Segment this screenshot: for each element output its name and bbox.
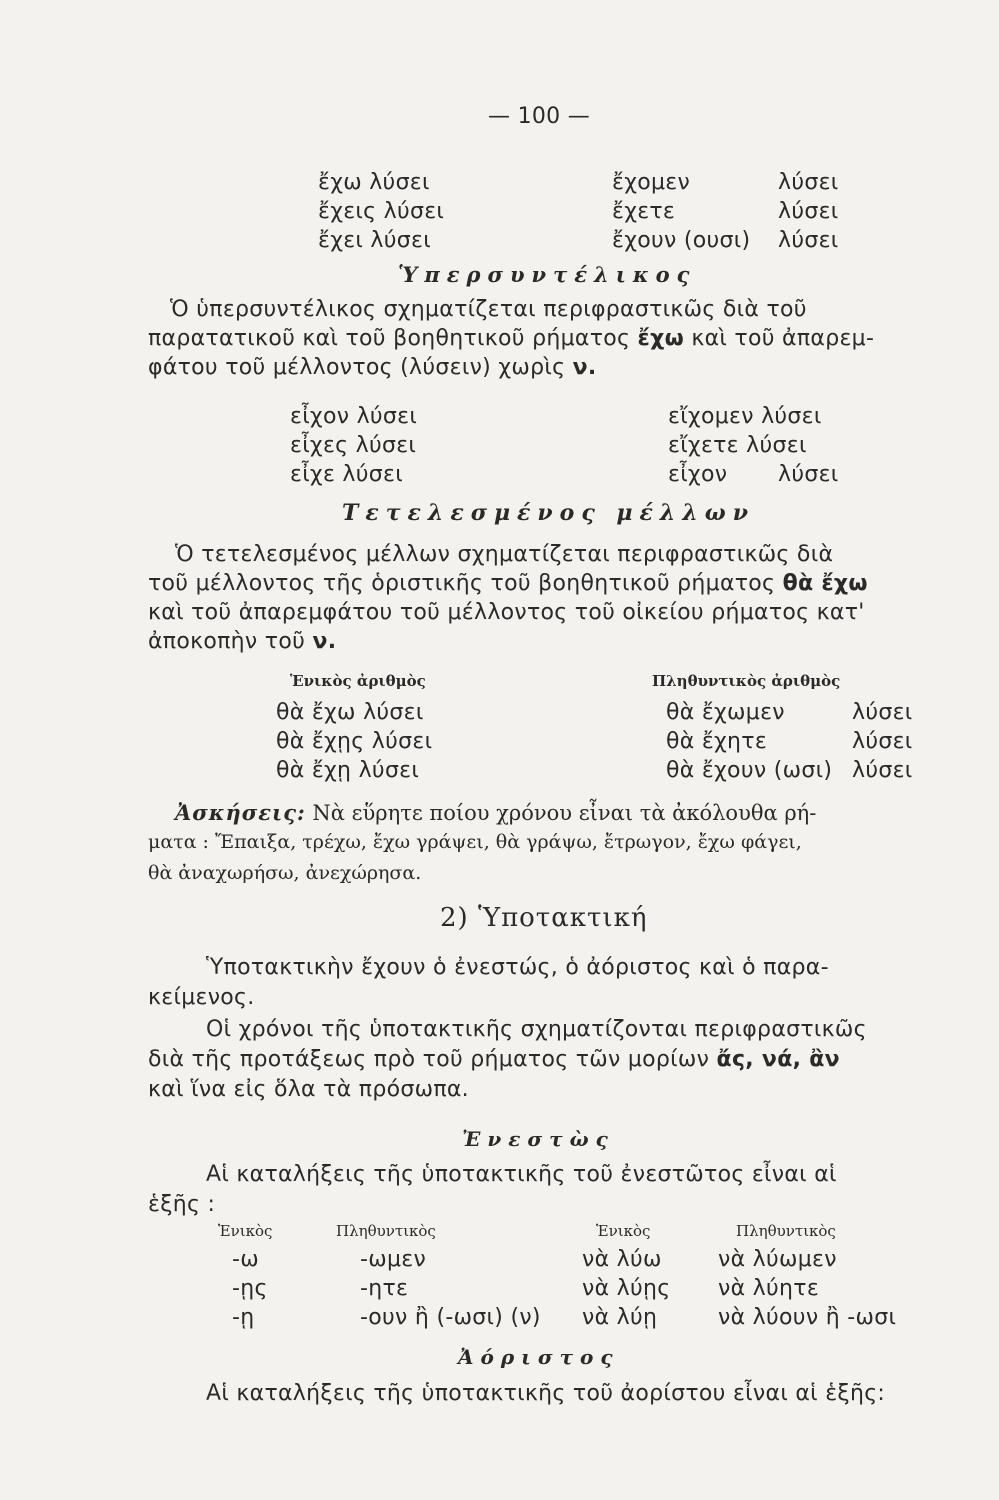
table-cell: νὰ λύωμεν bbox=[718, 1247, 837, 1272]
table-cell: λύσει bbox=[778, 228, 839, 253]
table-cell: λύσει bbox=[778, 462, 839, 487]
paragraph-line: Ὑποτακτικὴν ἔχουν ὁ ἐνεστώς, ὁ ἀόριστος καὶ ὁ παρα- bbox=[206, 955, 829, 980]
exercise-line: ματα : Ἔπαιξα, τρέχω, ἔχω γράψει, θὰ γράψω, ἔτρωγον, ἔχω φάγει, bbox=[148, 831, 802, 853]
paragraph-line bbox=[148, 1047, 840, 1072]
text-span: Νὰ εὕρητε ποίου χρόνου εἶναι τὰ ἀκόλουθα ρή- bbox=[312, 801, 817, 825]
paragraph-line: καὶ τοῦ ἀπαρεμφάτου τοῦ μέλλοντος τοῦ οἰκείου ρήματος κατ' bbox=[148, 600, 865, 625]
bold-term: ἔχω bbox=[637, 326, 685, 351]
table-cell: εἴχομεν λύσει bbox=[668, 404, 822, 429]
paragraph-line bbox=[148, 355, 597, 380]
section-heading: Τετελεσμένος μέλλων bbox=[342, 500, 755, 526]
table-cell: εἶχε λύσει bbox=[290, 462, 403, 487]
table-cell: θὰ ἔχω λύσει bbox=[276, 700, 424, 725]
chapter-heading: 2) Ὑποτακτική bbox=[440, 903, 648, 933]
bold-term: θὰ ἔχω bbox=[782, 571, 868, 596]
paragraph-line: κείμενος. bbox=[148, 985, 255, 1010]
exercise-line bbox=[175, 800, 816, 825]
table-cell: -ωμεν bbox=[360, 1247, 427, 1272]
column-header: Πληθυντικὸς bbox=[336, 1222, 436, 1240]
text-span: τοῦ μέλλοντος τῆς ὁριστικῆς τοῦ βοηθητικοῦ ρήματος bbox=[148, 571, 776, 596]
table-cell: ἔχει λύσει bbox=[318, 228, 431, 253]
section-heading: Ὑπερσυντέλικος bbox=[398, 262, 697, 287]
column-header: Ἑνικὸς ἀριθμὸς bbox=[290, 672, 426, 690]
bold-term: ἄς, νά, ἂν bbox=[716, 1047, 840, 1072]
table-cell: εἴχετε λύσει bbox=[668, 433, 807, 458]
column-header: Ἑνικὸς bbox=[596, 1222, 651, 1240]
paragraph-line: Αἱ καταλήξεις τῆς ὑποτακτικῆς τοῦ ἀορίστου εἶναι αἱ ἑξῆς: bbox=[206, 1381, 886, 1406]
text-span: ἀποκοπὴν τοῦ bbox=[148, 629, 306, 654]
table-cell: ἔχεις λύσει bbox=[318, 199, 445, 224]
table-cell: λύσει bbox=[852, 758, 913, 783]
table-cell: νὰ λύητε bbox=[718, 1276, 820, 1301]
paragraph-line bbox=[148, 326, 874, 351]
table-cell: -ω bbox=[232, 1247, 259, 1272]
table-cell: θὰ ἔχωμεν bbox=[666, 700, 785, 725]
bold-term: ν. bbox=[312, 629, 337, 654]
paragraph-line: Ὁ τετελεσμένος μέλλων σχηματίζεται περιφραστικῶς διὰ bbox=[175, 542, 834, 567]
table-cell: ἔχουν (ουσι) bbox=[612, 228, 751, 253]
table-cell: εἶχον λύσει bbox=[290, 404, 418, 429]
text-span: παρατατικοῦ καὶ τοῦ βοηθητικοῦ ρήματος bbox=[148, 326, 631, 351]
table-cell: -ῃ bbox=[232, 1305, 255, 1330]
table-cell: θὰ ἔχῃς λύσει bbox=[276, 729, 433, 754]
paragraph-line: Οἱ χρόνοι τῆς ὑποτακτικῆς σχηματίζονται περιφραστικῶς bbox=[206, 1017, 867, 1042]
section-heading: Ἐνεστὼς bbox=[462, 1127, 615, 1151]
table-cell: θὰ ἔχῃ λύσει bbox=[276, 758, 420, 783]
bold-term: ν. bbox=[572, 355, 597, 380]
table-cell: λύσει bbox=[778, 170, 839, 195]
table-cell: ἔχετε bbox=[612, 199, 676, 224]
exercise-label: Ἀσκήσεις: bbox=[175, 800, 306, 825]
section-heading: Ἀόριστος bbox=[458, 1345, 620, 1369]
text-span: διὰ τῆς προτάξεως πρὸ τοῦ ρήματος τῶν μορίων bbox=[148, 1047, 710, 1072]
table-cell: θὰ ἔχητε bbox=[666, 729, 768, 754]
table-cell: νὰ λύῃ bbox=[582, 1305, 658, 1330]
table-cell: νὰ λύῃς bbox=[582, 1276, 671, 1301]
table-cell: λύσει bbox=[852, 729, 913, 754]
paragraph-line: Αἱ καταλήξεις τῆς ὑποτακτικῆς τοῦ ἐνεστῶτος εἶναι αἱ bbox=[206, 1162, 837, 1187]
column-header: Ἑνικὸς bbox=[218, 1222, 273, 1240]
table-cell: εἶχες λύσει bbox=[290, 433, 417, 458]
table-cell: θὰ ἔχουν (ωσι) bbox=[666, 758, 833, 783]
text-span: φάτου τοῦ μέλλοντος (λύσειν) χωρὶς bbox=[148, 355, 566, 380]
paragraph-line: καὶ ἵνα εἰς ὅλα τὰ πρόσωπα. bbox=[148, 1077, 469, 1102]
paragraph-line: Ὁ ὑπερσυντέλικος σχηματίζεται περιφραστικῶς διὰ τοῦ bbox=[170, 297, 807, 322]
column-header: Πληθυντικὸς bbox=[736, 1222, 836, 1240]
text-span: καὶ τοῦ ἀπαρεμ- bbox=[691, 326, 875, 351]
table-cell: λύσει bbox=[852, 700, 913, 725]
table-cell: -ητε bbox=[360, 1276, 409, 1301]
paragraph-line bbox=[148, 629, 336, 654]
table-cell: νὰ λύω bbox=[582, 1247, 662, 1272]
table-cell: εἶχον bbox=[668, 462, 728, 487]
table-cell: ἔχω λύσει bbox=[318, 170, 430, 195]
column-header: Πληθυντικὸς ἀριθμὸς bbox=[652, 672, 841, 690]
table-cell: λύσει bbox=[778, 199, 839, 224]
table-cell: -ουν ἢ (-ωσι) (ν) bbox=[360, 1305, 541, 1330]
paragraph-line: ἑξῆς : bbox=[148, 1192, 216, 1217]
table-cell: -ῃς bbox=[232, 1276, 268, 1301]
table-cell: ἔχομεν bbox=[612, 170, 691, 195]
paragraph-line bbox=[148, 571, 868, 596]
page-number: — 100 — bbox=[488, 104, 591, 129]
exercise-line: θὰ ἀναχωρήσω, ἀνεχώρησα. bbox=[148, 862, 422, 884]
table-cell: νὰ λύουν ἢ -ωσι bbox=[718, 1305, 897, 1330]
